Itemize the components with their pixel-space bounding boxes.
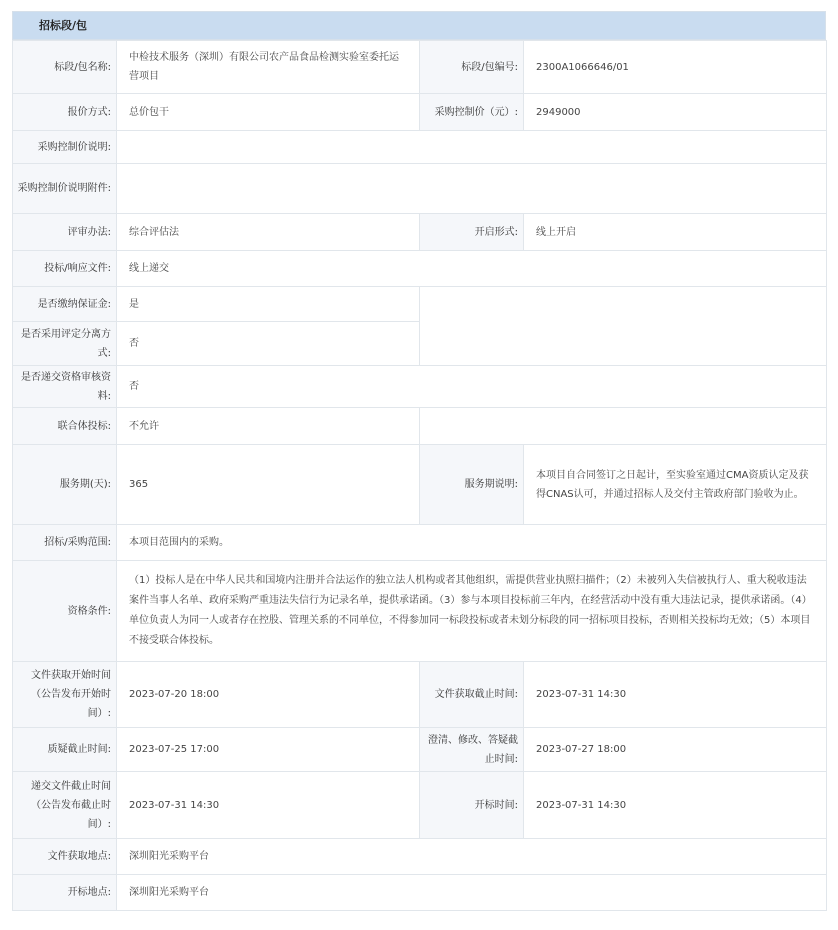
evaluation-method-value: 综合评估法	[117, 214, 420, 251]
bid-opening-time-value: 2023-07-31 14:30	[524, 772, 827, 839]
package-name-label: 标段/包名称:	[13, 41, 117, 94]
package-number-label: 标段/包编号:	[420, 41, 524, 94]
control-price-attachment-label: 采购控制价说明附件:	[13, 164, 117, 214]
control-price-desc-value	[117, 131, 827, 164]
table-row	[13, 94, 827, 131]
deposit-value: 是	[117, 287, 420, 322]
submit-deadline-label: 递交文件截止时间（公告发布截止时间）:	[13, 772, 117, 839]
service-period-desc-value: 本项目自合同签订之日起计，至实验室通过CMA资质认定及获得CNAS认可，并通过招标人及交付主管政府部门验收为止。	[524, 445, 827, 525]
service-period-value: 365	[117, 445, 420, 525]
bid-opening-place-label: 开标地点:	[13, 875, 117, 911]
clarify-deadline-label: 澄清、修改、答疑截止时间:	[420, 728, 524, 772]
control-price-label: 采购控制价（元）:	[420, 94, 524, 131]
qualification-submit-label: 是否递交资格审核资料:	[13, 366, 117, 408]
table-row	[13, 662, 827, 728]
table-row	[13, 251, 827, 287]
separate-evaluation-label: 是否采用评定分离方式:	[13, 322, 117, 366]
query-deadline-value: 2023-07-25 17:00	[117, 728, 420, 772]
bid-opening-place-value: 深圳阳光采购平台	[117, 875, 827, 911]
table-row	[13, 41, 827, 94]
tender-package-panel	[12, 11, 826, 911]
doc-get-start-label: 文件获取开始时间（公告发布开始时间）:	[13, 662, 117, 728]
table-row	[13, 366, 827, 408]
deposit-label: 是否缴纳保证金:	[13, 287, 117, 322]
table-row	[13, 214, 827, 251]
joint-bid-value: 不允许	[117, 408, 420, 445]
table-row	[13, 561, 827, 662]
control-price-value: 2949000	[524, 94, 827, 131]
evaluation-method-label: 评审办法:	[13, 214, 117, 251]
table-row	[13, 408, 827, 445]
qualification-label: 资格条件:	[13, 561, 117, 662]
table-row	[13, 525, 827, 561]
table-row	[13, 131, 827, 164]
table-row	[13, 287, 827, 322]
opening-form-value: 线上开启	[524, 214, 827, 251]
package-name-value: 中检技术服务（深圳）有限公司农产品食品检测实验室委托运营项目	[117, 41, 420, 94]
quote-method-label: 报价方式:	[13, 94, 117, 131]
bid-document-value: 线上递交	[117, 251, 827, 287]
doc-get-place-label: 文件获取地点:	[13, 839, 117, 875]
procurement-scope-value: 本项目范围内的采购。	[117, 525, 827, 561]
qualification-value: （1）投标人是在中华人民共和国境内注册并合法运作的独立法人机构或者其他组织，需提供营业执照扫描件；（2）未被列入失信被执行人、重大税收违法案件当事人名单、政府采购严重违法失信行为记录名单，提供承诺函。（3）参与本项目投标前三年内，在经营活动中没有重大违法记录，提供承诺函。（4）单位负责人为同一人或者存在控股、管理关系的不同单位，不得参加同一标段投标或者未划分标段的同一招标项目投标，否则相关投标均无效；（5）本项目不接受联合体投标。	[117, 561, 827, 662]
procurement-scope-label: 招标/采购范围:	[13, 525, 117, 561]
doc-get-start-value: 2023-07-20 18:00	[117, 662, 420, 728]
tender-info-table	[12, 40, 827, 911]
table-row	[13, 875, 827, 911]
clarify-deadline-value: 2023-07-27 18:00	[524, 728, 827, 772]
control-price-attachment-value	[117, 164, 827, 214]
doc-get-end-value: 2023-07-31 14:30	[524, 662, 827, 728]
table-row	[13, 839, 827, 875]
qualification-submit-value: 否	[117, 366, 827, 408]
empty-cell	[420, 287, 827, 366]
submit-deadline-value: 2023-07-31 14:30	[117, 772, 420, 839]
table-row	[13, 728, 827, 772]
quote-method-value: 总价包干	[117, 94, 420, 131]
separate-evaluation-value: 否	[117, 322, 420, 366]
section-header: 招标段/包	[12, 11, 826, 40]
table-row	[13, 772, 827, 839]
empty-cell	[420, 408, 827, 445]
bid-document-label: 投标/响应文件:	[13, 251, 117, 287]
table-row	[13, 164, 827, 214]
service-period-label: 服务期(天):	[13, 445, 117, 525]
doc-get-place-value: 深圳阳光采购平台	[117, 839, 827, 875]
joint-bid-label: 联合体投标:	[13, 408, 117, 445]
service-period-desc-label: 服务期说明:	[420, 445, 524, 525]
query-deadline-label: 质疑截止时间:	[13, 728, 117, 772]
control-price-desc-label: 采购控制价说明:	[13, 131, 117, 164]
opening-form-label: 开启形式:	[420, 214, 524, 251]
table-row	[13, 445, 827, 525]
doc-get-end-label: 文件获取截止时间:	[420, 662, 524, 728]
bid-opening-time-label: 开标时间:	[420, 772, 524, 839]
package-number-value: 2300A1066646/01	[524, 41, 827, 94]
